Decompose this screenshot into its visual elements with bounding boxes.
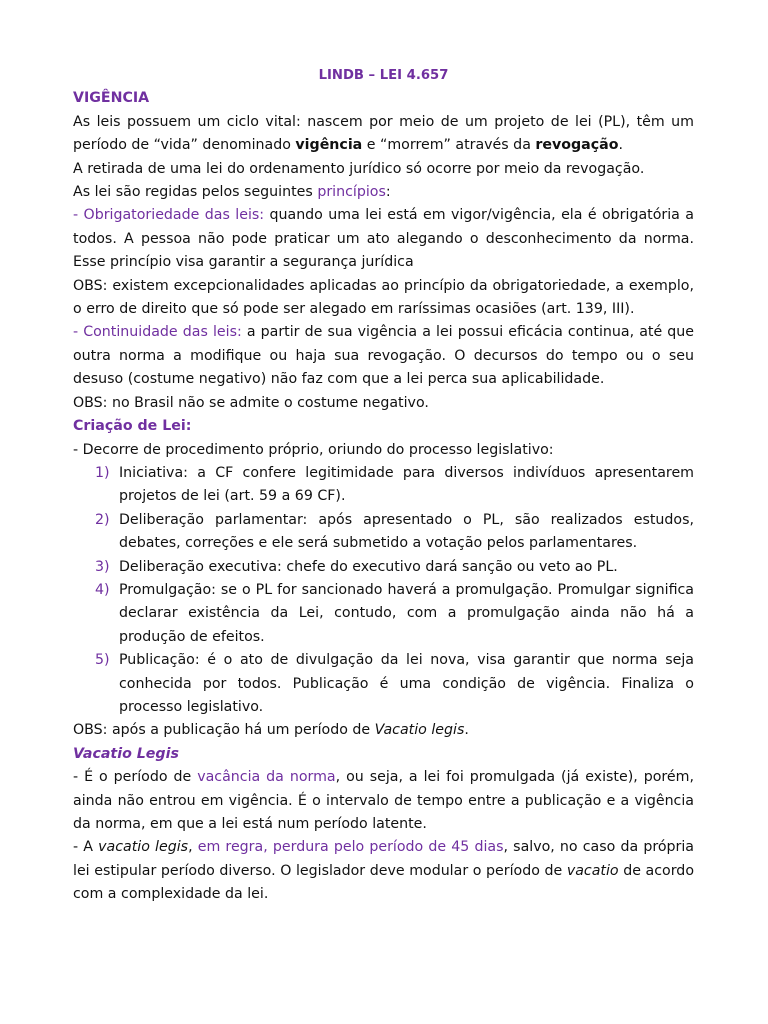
- list-item: 3) Deliberação executiva: chefe do executivo dará sanção ou veto ao PL.: [95, 558, 618, 575]
- obs-vacatio: OBS: após a publicação há um período de Vacatio legis.: [73, 722, 469, 739]
- vacatio-paragraph-2: - A vacatio legis, em regra, perdura pelo período de 45 dias, salvo, no caso da própria lei estipular período diverso. O legislador deve modular o período de vacatio de acordo com a complexidade da lei.: [73, 839, 694, 903]
- principle-continuidade: - Continuidade das leis: a partir de sua vigência a lei possui eficácia continua, até que outra norma a modifique ou haja sua revogação. O decursos do tempo ou o seu desuso (costume negativo) não faz com que a lei perca sua aplicabilidade.: [73, 324, 694, 388]
- vacatio-paragraph-1: - É o período de vacância da norma, ou seja, a lei foi promulgada (já existe), porém, ainda não entrou em vigência. É o intervalo de tempo entre a publicação e a vigência da norma, em que a lei está num período latente.: [73, 769, 694, 832]
- criacao-heading: Criação de Lei:: [73, 418, 192, 435]
- list-item: 5) Publicação: é o ato de divulgação da lei nova, visa garantir que norma seja conhecida por todos. Publicação é uma condição de vigência. Finaliza o processo legislativo.: [95, 652, 694, 715]
- vacatio-heading: Vacatio Legis: [73, 745, 179, 762]
- principle-obrigatoriedade-label: - Obrigatoriedade das leis:: [73, 207, 265, 224]
- vigencia-paragraph-1: As leis possuem um ciclo vital: nascem por meio de um projeto de lei (PL), têm um período de “vida” denominado vigência e “morrem” através da revogação.: [73, 113, 694, 154]
- principles-intro: As lei são regidas pelos seguintes princípios:: [73, 184, 391, 201]
- principle-obrigatoriedade: - Obrigatoriedade das leis: quando uma lei está em vigor/vigência, ela é obrigatória a todos. A pessoa não pode praticar um ato alegando o desconhecimento da norma. Esse princípio visa garantir a segurança jurídica: [73, 207, 694, 271]
- document-title: LINDB – LEI 4.657: [318, 68, 449, 83]
- principles-term: princípios: [317, 184, 386, 201]
- obs-obrigatoriedade: OBS: existem excepcionalidades aplicadas ao princípio da obrigatoriedade, a exemplo, o erro de direito que só pode ser alegado em raríssimas ocasiões (art. 139, III).: [73, 277, 694, 318]
- document-page: [73, 64, 694, 907]
- vigencia-paragraph-2: A retirada de uma lei do ordenamento jurídico só ocorre por meio da revogação.: [73, 160, 645, 177]
- list-item: 1) Iniciativa: a CF confere legitimidade para diversos indivíduos apresentarem projetos de lei (art. 59 a 69 CF).: [95, 464, 694, 505]
- criacao-intro: - Decorre de procedimento próprio, oriundo do processo legislativo:: [73, 441, 554, 458]
- list-item: 2) Deliberação parlamentar: após apresentado o PL, são realizados estudos, debates, correções e ele será submetido a votação pelos parlamentares.: [95, 511, 694, 552]
- principle-continuidade-label: - Continuidade das leis:: [73, 324, 242, 341]
- legislative-steps-list: [73, 462, 694, 719]
- vigencia-heading: VIGÊNCIA: [73, 90, 150, 107]
- obs-costume-negativo: OBS: no Brasil não se admite o costume negativo.: [73, 394, 429, 411]
- list-item: 4) Promulgação: se o PL for sancionado haverá a promulgação. Promulgar significa declarar existência da Lei, contudo, com a promulgação ainda não há a produção de efeitos.: [95, 581, 694, 645]
